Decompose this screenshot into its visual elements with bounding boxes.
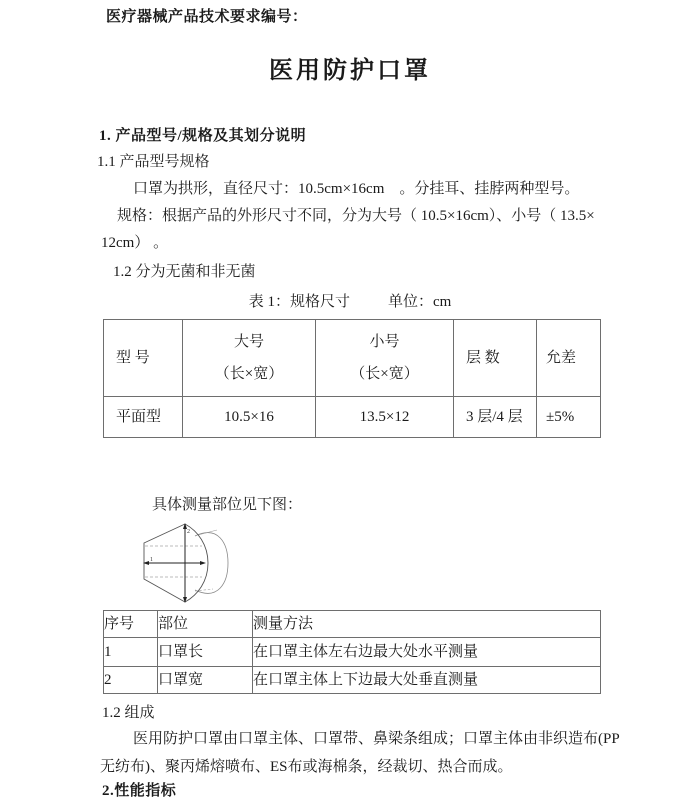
table-row (104, 638, 601, 667)
spec-cell-small: 13.5×12 (316, 397, 454, 438)
section-1-heading: 1. 产品型号/规格及其划分说明 (99, 128, 307, 144)
width-arrow-label: 1 (150, 557, 153, 563)
measure-header-no: 序号 (104, 611, 158, 638)
measure-header-part: 部位 (158, 611, 253, 638)
table1-caption (100, 292, 600, 312)
table-row (104, 667, 601, 694)
mask-leader-top (198, 530, 217, 535)
spec-table (103, 319, 601, 438)
table1-caption-unit: 单位：cm (387, 294, 452, 310)
spec-header-model: 型 号 (104, 320, 183, 397)
doc-number-label: 医疗器械产品技术要求编号： (106, 9, 308, 25)
spec-header-layers: 层 数 (454, 320, 537, 397)
spec-header-tolerance: 允差 (537, 320, 601, 397)
spec-header-small (316, 320, 454, 397)
section-1-2-heading: 1.2 分为无菌和非无菌 (113, 264, 256, 280)
spec-header-small-label: 小号 (369, 334, 400, 350)
section-1-2b-heading: 1.2 组成 (102, 705, 155, 721)
measure-cell-no: 2 (104, 667, 158, 694)
paragraph-spec-line1: 规格：根据产品的外形尺寸不同，分为大号（ 10.5×16cm）、小号（ 13.5× (117, 208, 595, 224)
spec-table-data-row (104, 397, 601, 438)
paragraph-spec-line2: 12cm） 。 (101, 235, 169, 251)
paragraph-composition-line1: 医用防护口罩由口罩主体、口罩带、鼻梁条组成；口罩主体由非织造布(PP (133, 731, 620, 747)
document-title: 医用防护口罩 (269, 58, 431, 84)
spec-cell-large: 10.5×16 (183, 397, 316, 438)
spec-header-small-sub: （长×宽） (350, 366, 419, 382)
spec-cell-tolerance: ±5% (537, 397, 601, 438)
height-arrow-label: 2 (187, 529, 190, 535)
measurement-table-header-row (104, 611, 601, 638)
measure-header-method: 测量方法 (253, 611, 601, 638)
spec-table-header-row (104, 320, 601, 397)
paragraph-composition-line2: 无纺布)、聚丙烯熔喷布、ES布或海棉条，经裁切、热合而成。 (100, 759, 513, 775)
measure-cell-part: 口罩长 (158, 638, 253, 667)
spec-header-large (183, 320, 316, 397)
measurement-table (103, 610, 601, 694)
paragraph-shape: 口罩为拱形，直径尺寸：10.5cm×16cm 。分挂耳、挂脖两种型号。 (133, 181, 580, 197)
spec-header-large-sub: （长×宽） (214, 366, 284, 382)
mask-measurement-diagram (138, 521, 233, 606)
spec-header-large-label: 大号 (233, 334, 264, 350)
spec-cell-model: 平面型 (104, 397, 183, 438)
measure-cell-part: 口罩宽 (158, 667, 253, 694)
measure-note: 具体测量部位见下图： (152, 497, 303, 513)
table1-caption-title: 表 1：规格尺寸 (248, 294, 350, 310)
width-arrow-head-right (200, 561, 206, 565)
height-arrow-head-bottom (183, 597, 187, 603)
measure-cell-no: 1 (104, 638, 158, 667)
measure-cell-method: 在口罩主体上下边最大处垂直测量 (253, 667, 601, 694)
section-1-1-heading: 1.1 产品型号规格 (97, 154, 210, 170)
mask-leader-bottom (195, 589, 213, 591)
spec-cell-layers: 3 层/4 层 (454, 397, 537, 438)
section-2-heading: 2.性能指标 (102, 783, 177, 799)
measure-cell-method: 在口罩主体左右边最大处水平测量 (253, 638, 601, 667)
